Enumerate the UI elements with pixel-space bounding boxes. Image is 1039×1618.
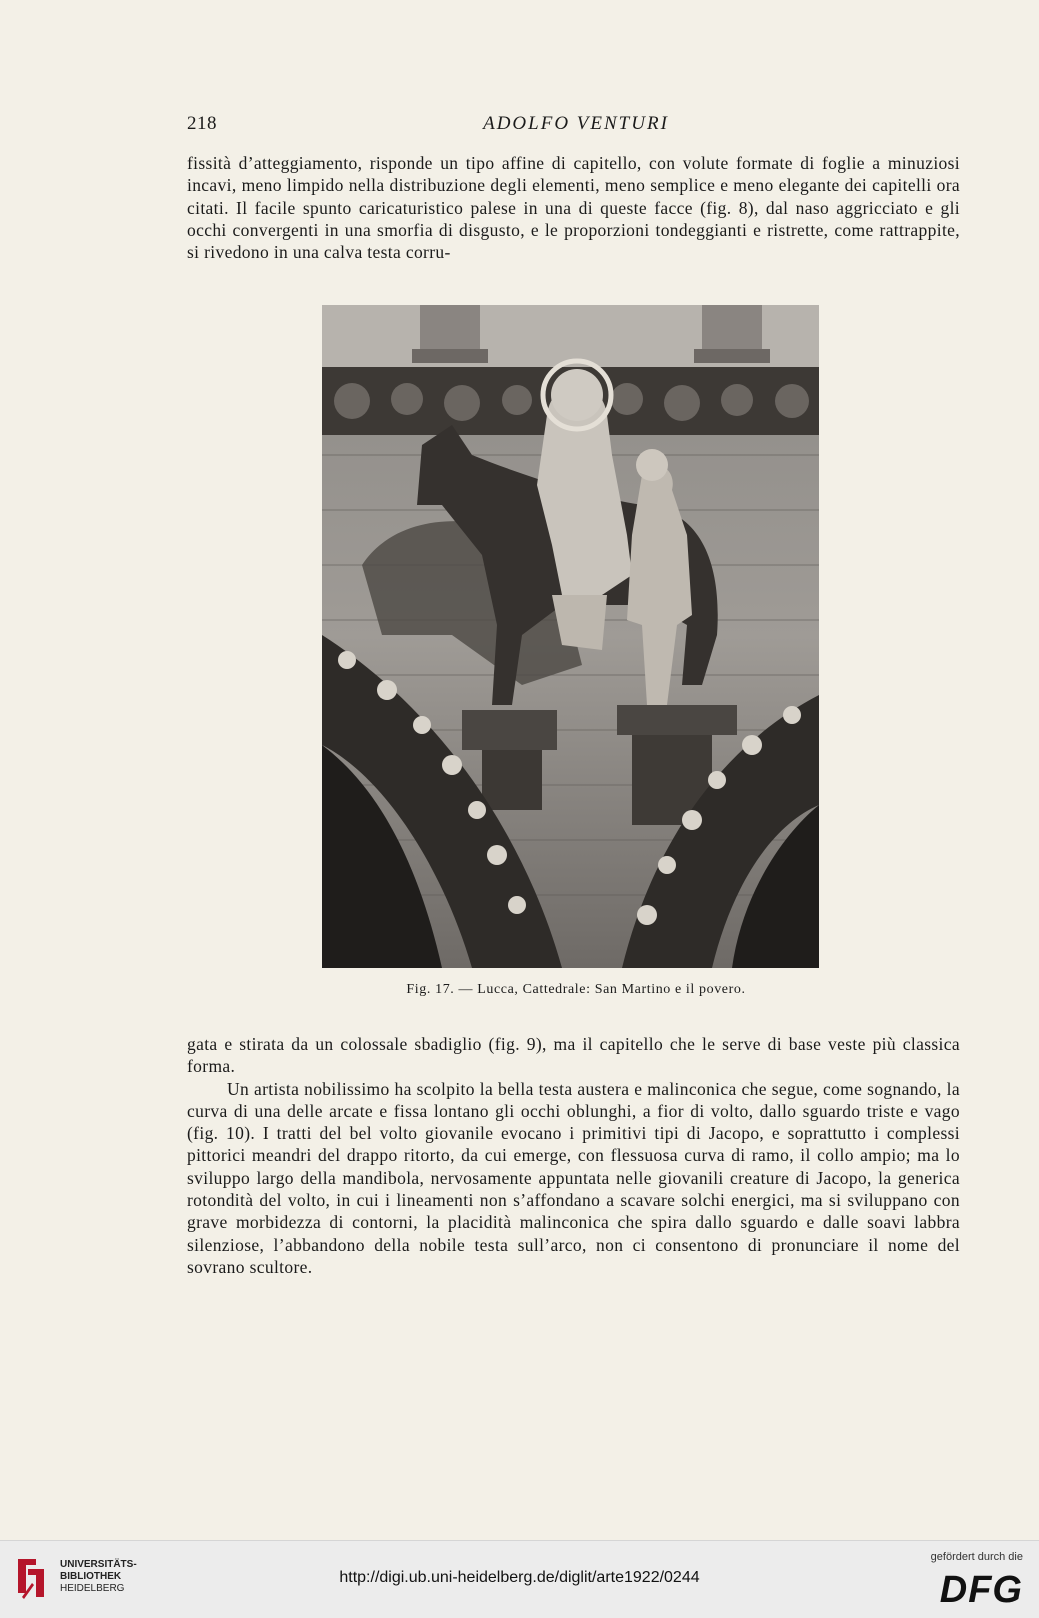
paragraph: Un artista nobilissimo ha scolpito la bella testa austera e malinconica che segue, come sognando, la curva di una delle arcate e fissa lontano gli occhi oblunghi, a fior di volto, dallo sguardo triste e vago (fig. 10). I tratti del bel volto giovanile evocano i primitivi tipi di Jacopo, e soprattutto i complessi pittorici meandri del drappo ritorto, da cui emerge, con flessuosa curva di ramo, il collo ampio; ma lo sviluppo largo della mandibola, nervosamente appuntata nelle giovanili creature di Jacopo, la generica rotondità del volto, in cui i lineamenti non s’affondano a scavare solchi energici, ma si sviluppano con grave morbidezza di contorni, la placidità malinconica che spira dallo sguardo e dalle soavi labbra silenziose, l’abbandono della nobile testa sull’arco, non ci consentono di pronunciare il nome del sovrano scultore. bbox=[187, 1078, 960, 1277]
paragraph: fissità d’atteggiamento, risponde un tipo affine di capitello, con volute formate di foglie a minuziosi incavi, meno limpido nella distribuzione degli elementi, meno semplice e meno elegante dei capitelli ora citati. Il facile spunto caricaturistico palese in una di queste facce (fig. 8), dal naso aggricciato e gli occhi convergenti in una smorfia di disgusto, e le proporzioni tondeggianti e ristrette, come rattrappite, si rivedono in una calva testa corru- bbox=[187, 153, 960, 263]
source-url-link[interactable]: http://digi.ub.uni-heidelberg.de/diglit/arte1922/0244 bbox=[339, 1569, 700, 1586]
paragraph: gata e stirata da un colossale sbadiglio (fig. 9), ma il capitello che le serve di base veste più classica forma. bbox=[187, 1034, 960, 1077]
page-number: 218 bbox=[187, 113, 217, 134]
footer-bar bbox=[0, 1540, 1039, 1618]
page-header bbox=[187, 113, 965, 141]
figure-caption: Fig. 17. — Lucca, Cattedrale: San Martino e il povero. bbox=[406, 982, 746, 997]
sponsor-label: gefördert durch die bbox=[930, 1551, 1023, 1563]
library-name: UNIVERSITÄTS- BIBLIOTHEK HEIDELBERG bbox=[60, 1559, 137, 1594]
body-text-bottom bbox=[187, 1033, 960, 1278]
body-text-top bbox=[187, 152, 960, 263]
running-title: ADOLFO VENTURI bbox=[483, 113, 669, 134]
figure-photo-san-martino bbox=[322, 305, 819, 968]
dfg-logo: DFG bbox=[939, 1569, 1023, 1611]
